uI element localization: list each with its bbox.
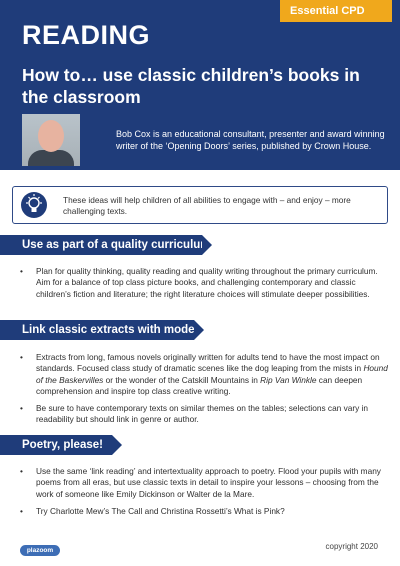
bullet-item — [20, 352, 388, 397]
bullet-list — [20, 266, 388, 306]
bullet-dot: • — [20, 505, 23, 516]
bullet-text: can deepen comprehension and inspire top class creative writing. — [36, 374, 363, 396]
bullet-text: Use the same ‘link reading’ and intertextuality approach to poetry. Flood your pupils with many poems from all eras, but use classic texts in detail to inspire your lessons – choosing from the work of someone like Emily Dickinson or Walter de la Mare. — [36, 466, 381, 499]
italic-title: Hound of the Baskervilles — [36, 363, 388, 385]
author-bio: Bob Cox is an educational consultant, presenter and award winning writer of the ‘Opening Doors’ series, published by Crown House. — [116, 129, 385, 151]
section-heading-curriculum — [0, 235, 211, 255]
plazoom-logo: plazoom — [20, 545, 60, 556]
bullet-item — [20, 466, 388, 500]
section-heading-arrow — [194, 320, 204, 340]
section-heading-arrow — [112, 435, 122, 455]
bullet-text: Extracts from long, famous novels originally written for adults tend to have the most impact on standards. Focused class study of dramatic scenes like the dog leaping from the mists in — [36, 352, 380, 374]
bullet-item — [20, 403, 388, 426]
bullet-item — [20, 506, 388, 517]
section-heading-poetry — [0, 435, 112, 455]
author-photo-face — [38, 120, 64, 152]
italic-title: Rip Van Winkle — [260, 374, 317, 385]
article-title: How to… use classic children’s books in the classroom — [22, 65, 360, 107]
bullet-list — [20, 352, 388, 432]
section-heading-link-extracts — [0, 320, 207, 340]
bullet-text: Be sure to have contemporary texts on similar themes on the tables; selections can vary in readability but should link in genre or author. — [36, 403, 369, 425]
essential-cpd-badge: Essential CPD — [280, 0, 392, 22]
copyright-text: copyright 2020 — [325, 542, 378, 551]
author-photo-body — [28, 150, 74, 166]
lightbulb-icon — [21, 192, 47, 218]
section-heading-label: Use as part of a quality curriculum — [22, 239, 211, 251]
bullet-text: or the wonder of the Catskill Mountains in — [103, 374, 261, 385]
header-banner — [0, 0, 400, 170]
bullet-dot: • — [20, 352, 23, 362]
page-title: READING — [22, 20, 151, 50]
bullet-text: Try Charlotte Mew’s The Call and Christina Rossetti’s What is Pink? — [36, 505, 285, 516]
bullet-dot: • — [20, 266, 23, 276]
author-photo — [22, 114, 80, 166]
bullet-list — [20, 466, 388, 523]
bullet-dot: • — [20, 403, 23, 414]
section-heading-arrow — [202, 235, 212, 255]
intro-text: These ideas will help children of all abilities to engage with – and enjoy – more challenging texts. — [63, 195, 351, 216]
bullet-item — [20, 266, 388, 300]
section-heading-label: Poetry, please! — [22, 439, 103, 451]
intro-box — [12, 186, 388, 224]
bullet-dot: • — [20, 466, 23, 476]
section-heading-label: Link classic extracts with modern — [22, 324, 207, 336]
bullet-text: Plan for quality thinking, quality reading and quality writing throughout the primary curriculum. Aim for a balance of top class picture books, and challenging contemporary and classic children’s fiction and literature; the right literature choices will stimulate deeper possibilities. — [36, 266, 378, 299]
